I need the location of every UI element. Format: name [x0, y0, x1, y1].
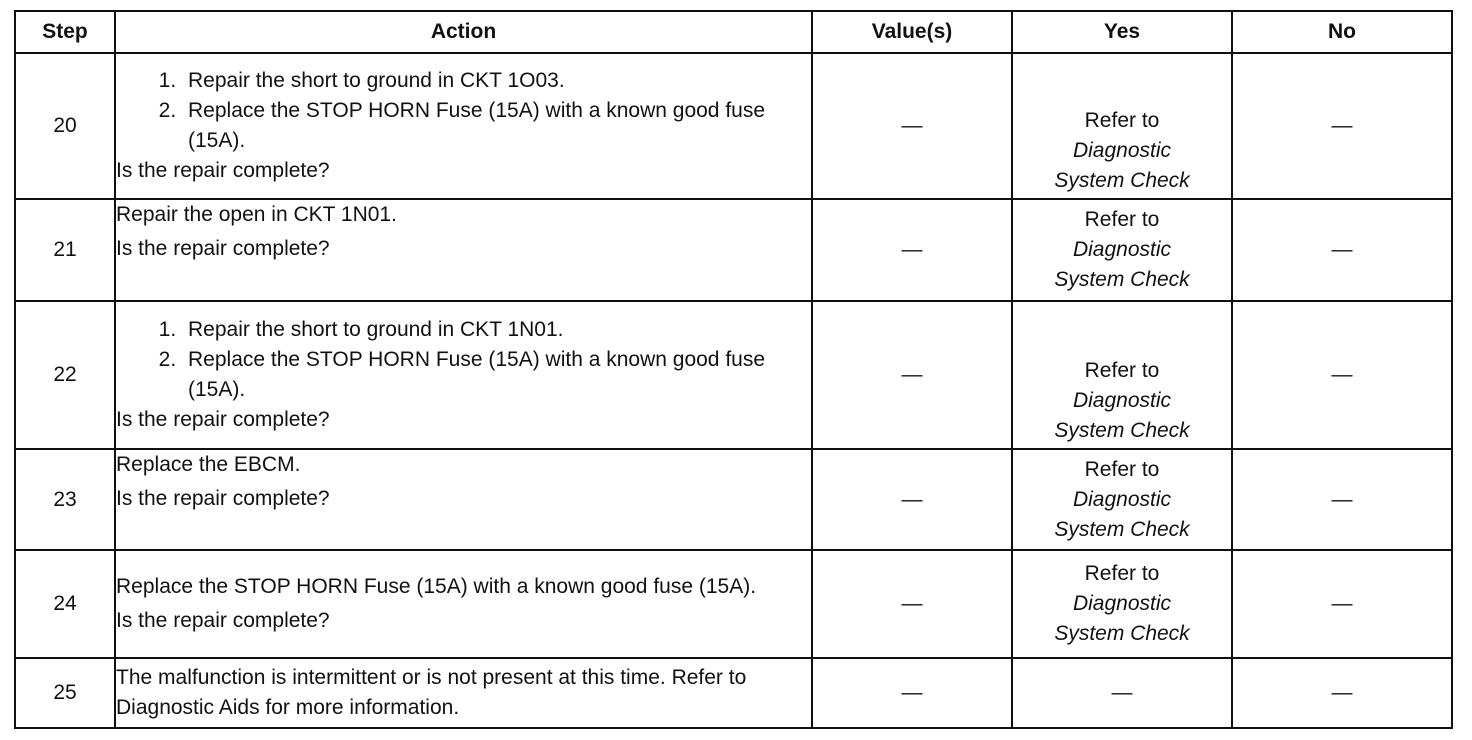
- yes-cell: [1012, 199, 1232, 301]
- action-question: Is the repair complete?: [116, 487, 330, 510]
- header-step: Step: [15, 11, 115, 53]
- yes-link-diagnostic[interactable]: Diagnostic: [1072, 592, 1172, 615]
- yes-refer: Refer to: [1084, 359, 1160, 382]
- action-item: 1. Repair the short to ground in CKT 1N01.: [182, 315, 811, 345]
- value-cell: —: [812, 301, 1012, 449]
- action-list: [116, 66, 811, 156]
- no-cell: —: [1232, 449, 1452, 550]
- action-text: Repair the open in CKT 1N01.: [116, 203, 397, 226]
- table-row: [15, 550, 1452, 658]
- table-row: [15, 199, 1452, 301]
- action-question: Is the repair complete?: [116, 237, 330, 260]
- step-number: 21: [15, 199, 115, 301]
- value-cell: —: [812, 199, 1012, 301]
- value-cell: —: [812, 550, 1012, 658]
- yes-cell: [1012, 53, 1232, 199]
- action-item: 2. Replace the STOP HORN Fuse (15A) with a known good fuse (15A).: [182, 345, 811, 405]
- yes-link-diagnostic[interactable]: Diagnostic: [1072, 139, 1172, 162]
- yes-link-diagnostic[interactable]: Diagnostic: [1072, 487, 1172, 511]
- value-cell: —: [812, 658, 1012, 728]
- step-number: 22: [15, 301, 115, 449]
- table-row: [15, 449, 1452, 550]
- yes-cell: [1012, 550, 1232, 658]
- yes-cell: —: [1012, 658, 1232, 728]
- action-item: 1. Repair the short to ground in CKT 1O03.: [182, 66, 811, 96]
- step-number: 23: [15, 449, 115, 550]
- action-question: Is the repair complete?: [116, 159, 330, 182]
- action-text: The malfunction is intermittent or is not present at this time. Refer to Diagnostic Aids for more information.: [116, 666, 747, 719]
- yes-cell: [1012, 449, 1232, 550]
- header-row: [15, 11, 1452, 53]
- yes-refer: Refer to: [1084, 208, 1160, 231]
- action-cell: [115, 449, 812, 550]
- step-number: 24: [15, 550, 115, 658]
- action-item: 2. Replace the STOP HORN Fuse (15A) with a known good fuse (15A).: [182, 96, 811, 156]
- action-cell: [115, 199, 812, 301]
- value-cell: —: [812, 53, 1012, 199]
- yes-link-system-check[interactable]: System Check: [1054, 268, 1190, 291]
- yes-link-system-check[interactable]: System Check: [1054, 622, 1190, 645]
- action-cell: [115, 301, 812, 449]
- yes-refer: Refer to: [1084, 109, 1160, 132]
- no-cell: —: [1232, 199, 1452, 301]
- action-text: Replace the STOP HORN Fuse (15A) with a known good fuse (15A).: [116, 575, 757, 598]
- step-number: 20: [15, 53, 115, 199]
- yes-link-system-check[interactable]: System Check: [1054, 419, 1190, 442]
- action-question: Is the repair complete?: [116, 609, 330, 632]
- value-cell: —: [812, 449, 1012, 550]
- action-question: Is the repair complete?: [116, 408, 330, 431]
- table-row: [15, 658, 1452, 728]
- yes-link-system-check[interactable]: System Check: [1054, 517, 1190, 541]
- header-yes: Yes: [1012, 11, 1232, 53]
- header-values: Value(s): [812, 11, 1012, 53]
- yes-refer: Refer to: [1084, 562, 1160, 585]
- action-cell: [115, 53, 812, 199]
- no-cell: —: [1232, 658, 1452, 728]
- step-number: 25: [15, 658, 115, 728]
- yes-cell: [1012, 301, 1232, 449]
- no-cell: —: [1232, 301, 1452, 449]
- yes-refer: Refer to: [1084, 457, 1160, 481]
- action-text: Replace the EBCM.: [116, 453, 301, 476]
- no-cell: —: [1232, 550, 1452, 658]
- yes-link-diagnostic[interactable]: Diagnostic: [1072, 389, 1172, 412]
- action-list: [116, 315, 811, 405]
- no-cell: —: [1232, 53, 1452, 199]
- yes-link-system-check[interactable]: System Check: [1054, 169, 1190, 192]
- header-action: Action: [115, 11, 812, 53]
- action-cell: [115, 658, 812, 728]
- diagnostic-table: [14, 10, 1453, 729]
- table-row: [15, 301, 1452, 449]
- table-row: [15, 53, 1452, 199]
- yes-link-diagnostic[interactable]: Diagnostic: [1072, 238, 1172, 261]
- header-no: No: [1232, 11, 1452, 53]
- action-cell: [115, 550, 812, 658]
